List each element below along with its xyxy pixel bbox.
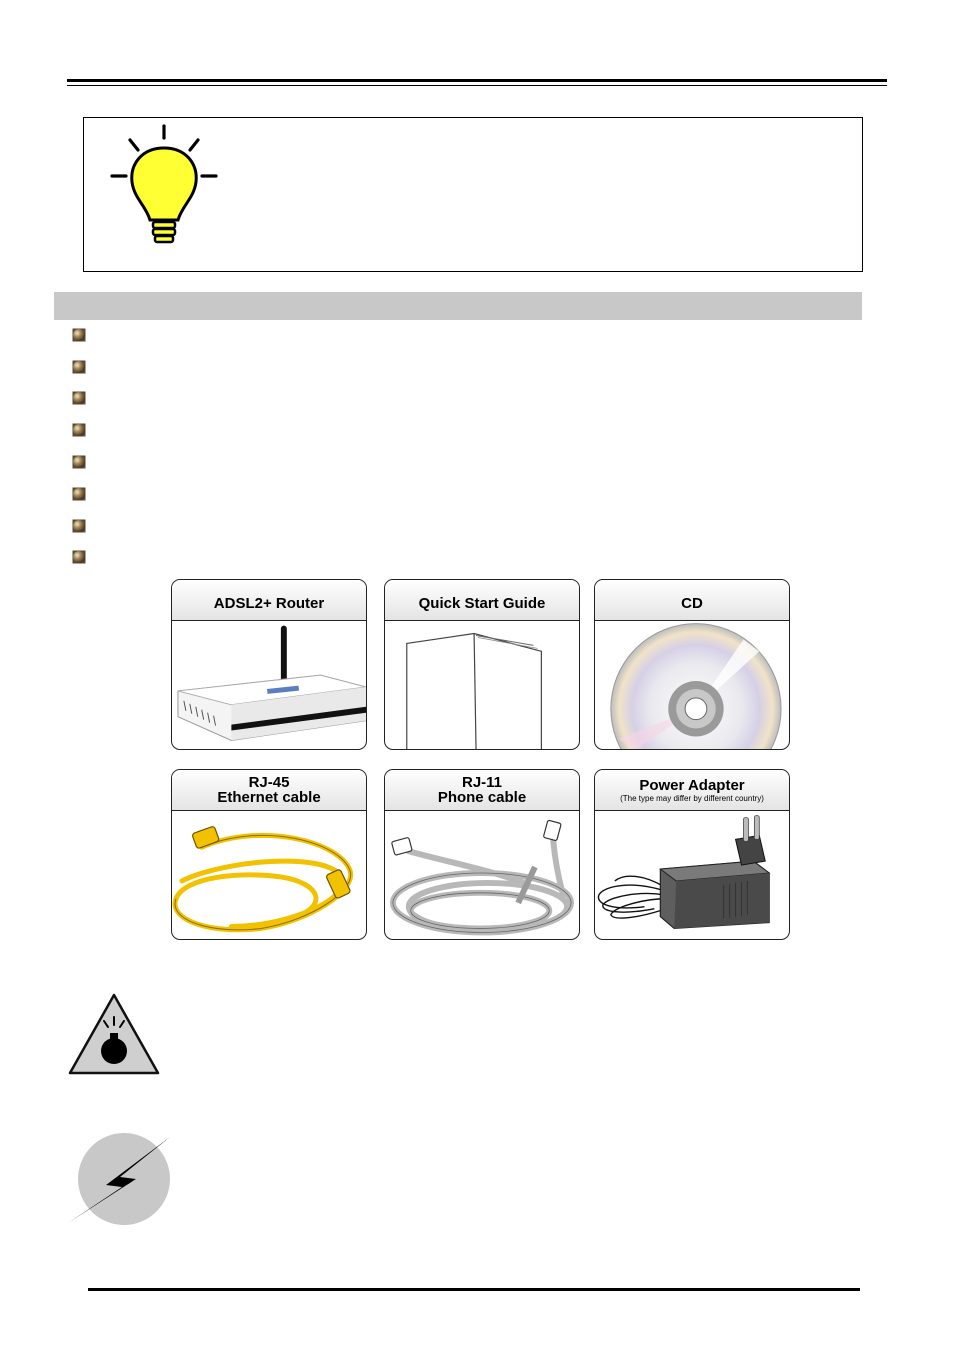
list-item-bullet-icon: [72, 360, 86, 374]
footer-rule: [88, 1288, 860, 1291]
header-rule-thin: [67, 85, 887, 86]
cd-illustration: [595, 621, 789, 749]
package-card-router: [171, 579, 367, 750]
card-header: [595, 770, 789, 811]
package-contents-figure: [171, 579, 793, 941]
header-rule-thick: [67, 79, 887, 82]
card-header: [172, 770, 366, 811]
list-item-bullet-icon: [72, 391, 86, 405]
card-title: Power Adapter: [639, 777, 745, 794]
ethernet-cable-illustration: [172, 811, 366, 939]
card-subtitle: (The type may differ by different country): [620, 794, 764, 803]
card-title-line2: Ethernet cable: [217, 789, 321, 806]
card-header: [385, 580, 579, 621]
package-card-phone-cable: [384, 769, 580, 940]
card-title-line1: RJ-45: [248, 774, 290, 791]
list-item-bullet-icon: [72, 423, 86, 437]
list-item-bullet-icon: [72, 487, 86, 501]
card-header: [172, 580, 366, 621]
package-card-cd: [594, 579, 790, 750]
card-header: [385, 770, 579, 811]
lightning-bolt-icon: [66, 1133, 174, 1225]
package-card-ethernet-cable: [171, 769, 367, 940]
package-card-quick-start-guide: [384, 579, 580, 750]
router-illustration: [172, 621, 366, 749]
card-title-line2: Phone cable: [437, 789, 527, 806]
list-item-bullet-icon: [72, 519, 86, 533]
section-heading-bar: [54, 292, 862, 320]
card-title: CD: [681, 595, 703, 612]
lightbulb-icon: [108, 124, 218, 248]
tip-box: [83, 117, 863, 272]
list-item-bullet-icon: [72, 455, 86, 469]
warning-triangle-bomb-icon: [68, 993, 160, 1075]
list-item-bullet-icon: [72, 550, 86, 564]
package-card-power-adapter: [594, 769, 790, 940]
phone-cable-illustration: [385, 811, 579, 939]
card-title-line1: RJ-11: [461, 774, 503, 791]
booklet-illustration: [385, 621, 579, 749]
power-adapter-illustration: [595, 811, 789, 939]
card-title: ADSL2+ Router: [213, 595, 325, 612]
list-item-bullet-icon: [72, 328, 86, 342]
card-header: [595, 580, 789, 621]
card-title: Quick Start Guide: [418, 595, 546, 612]
